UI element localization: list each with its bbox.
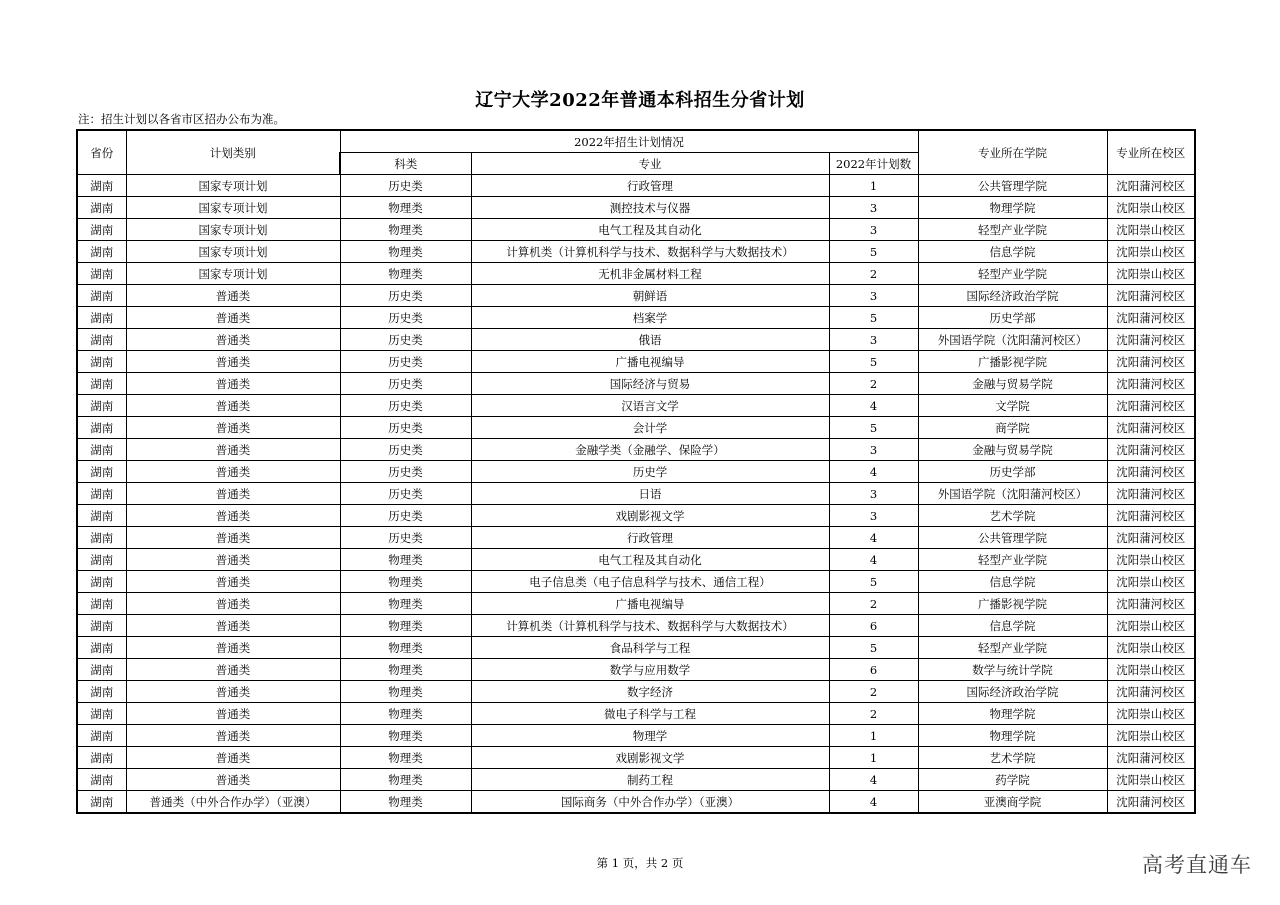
- cell-major: 计算机类（计算机科学与技术、数据科学与大数据技术）: [471, 241, 829, 263]
- cell-subject: 历史类: [340, 175, 471, 197]
- cell-plan-type: 普通类: [126, 285, 340, 307]
- cell-subject: 物理类: [340, 219, 471, 241]
- cell-count: 6: [829, 659, 918, 681]
- cell-subject: 物理类: [340, 549, 471, 571]
- cell-count: 3: [829, 505, 918, 527]
- cell-campus: 沈阳崇山校区: [1107, 263, 1195, 285]
- cell-plan-type: 普通类: [126, 373, 340, 395]
- cell-count: 1: [829, 747, 918, 769]
- cell-province: 湖南: [77, 593, 126, 615]
- cell-count: 4: [829, 395, 918, 417]
- header-plan-group: 2022年招生计划情况: [340, 130, 918, 153]
- cell-plan-type: 普通类: [126, 681, 340, 703]
- cell-province: 湖南: [77, 703, 126, 725]
- cell-college: 金融与贸易学院: [918, 373, 1107, 395]
- cell-college: 艺术学院: [918, 505, 1107, 527]
- cell-plan-type: 普通类: [126, 769, 340, 791]
- cell-subject: 物理类: [340, 615, 471, 637]
- cell-province: 湖南: [77, 197, 126, 219]
- cell-subject: 历史类: [340, 439, 471, 461]
- enrollment-plan-table: [76, 129, 1196, 814]
- cell-major: 会计学: [471, 417, 829, 439]
- cell-campus: 沈阳蒲河校区: [1107, 747, 1195, 769]
- cell-major: 行政管理: [471, 175, 829, 197]
- cell-campus: 沈阳崇山校区: [1107, 197, 1195, 219]
- cell-province: 湖南: [77, 461, 126, 483]
- cell-campus: 沈阳崇山校区: [1107, 241, 1195, 263]
- cell-province: 湖南: [77, 241, 126, 263]
- cell-major: 广播电视编导: [471, 593, 829, 615]
- cell-campus: 沈阳崇山校区: [1107, 659, 1195, 681]
- cell-count: 1: [829, 725, 918, 747]
- cell-count: 3: [829, 483, 918, 505]
- cell-count: 5: [829, 417, 918, 439]
- cell-subject: 历史类: [340, 505, 471, 527]
- table-row: [77, 263, 1195, 285]
- cell-subject: 历史类: [340, 373, 471, 395]
- cell-count: 2: [829, 593, 918, 615]
- cell-plan-type: 普通类: [126, 395, 340, 417]
- cell-major: 物理学: [471, 725, 829, 747]
- table-row: [77, 285, 1195, 307]
- cell-count: 1: [829, 175, 918, 197]
- cell-count: 5: [829, 241, 918, 263]
- cell-count: 2: [829, 703, 918, 725]
- cell-college: 广播影视学院: [918, 351, 1107, 373]
- cell-subject: 历史类: [340, 483, 471, 505]
- cell-college: 轻型产业学院: [918, 637, 1107, 659]
- header-plan-type: 计划类别: [126, 130, 340, 175]
- cell-major: 广播电视编导: [471, 351, 829, 373]
- cell-plan-type: 普通类: [126, 329, 340, 351]
- cell-count: 5: [829, 637, 918, 659]
- cell-college: 外国语学院（沈阳蒲河校区）: [918, 483, 1107, 505]
- cell-major: 计算机类（计算机科学与技术、数据科学与大数据技术）: [471, 615, 829, 637]
- cell-count: 2: [829, 373, 918, 395]
- table-row: [77, 505, 1195, 527]
- cell-province: 湖南: [77, 571, 126, 593]
- cell-plan-type: 国家专项计划: [126, 263, 340, 285]
- cell-count: 6: [829, 615, 918, 637]
- cell-province: 湖南: [77, 263, 126, 285]
- table-row: [77, 175, 1195, 197]
- cell-major: 国际商务（中外合作办学）（亚澳）: [471, 791, 829, 814]
- cell-province: 湖南: [77, 505, 126, 527]
- cell-subject: 历史类: [340, 351, 471, 373]
- cell-province: 湖南: [77, 483, 126, 505]
- table-row: [77, 703, 1195, 725]
- cell-campus: 沈阳崇山校区: [1107, 219, 1195, 241]
- cell-college: 信息学院: [918, 615, 1107, 637]
- cell-major: 汉语言文学: [471, 395, 829, 417]
- cell-subject: 物理类: [340, 769, 471, 791]
- cell-plan-type: 普通类: [126, 747, 340, 769]
- table-row: [77, 439, 1195, 461]
- document-note: 注：招生计划以各省市区招办公布为准。: [78, 112, 285, 126]
- cell-campus: 沈阳蒲河校区: [1107, 483, 1195, 505]
- cell-subject: 物理类: [340, 703, 471, 725]
- cell-plan-type: 国家专项计划: [126, 219, 340, 241]
- header-row-top: [77, 130, 1195, 153]
- watermark-text: 高考直通车: [1142, 853, 1252, 877]
- cell-province: 湖南: [77, 725, 126, 747]
- table-row: [77, 615, 1195, 637]
- cell-college: 轻型产业学院: [918, 219, 1107, 241]
- cell-major: 无机非金属材料工程: [471, 263, 829, 285]
- cell-count: 5: [829, 571, 918, 593]
- cell-campus: 沈阳崇山校区: [1107, 725, 1195, 747]
- cell-province: 湖南: [77, 747, 126, 769]
- cell-province: 湖南: [77, 439, 126, 461]
- cell-campus: 沈阳崇山校区: [1107, 571, 1195, 593]
- cell-subject: 物理类: [340, 637, 471, 659]
- cell-campus: 沈阳蒲河校区: [1107, 285, 1195, 307]
- cell-province: 湖南: [77, 549, 126, 571]
- cell-campus: 沈阳蒲河校区: [1107, 175, 1195, 197]
- cell-college: 文学院: [918, 395, 1107, 417]
- cell-plan-type: 普通类: [126, 571, 340, 593]
- table-row: [77, 747, 1195, 769]
- table-row: [77, 483, 1195, 505]
- cell-plan-type: 普通类: [126, 307, 340, 329]
- header-count: 2022年计划数: [829, 153, 918, 175]
- cell-count: 5: [829, 351, 918, 373]
- cell-subject: 物理类: [340, 791, 471, 814]
- cell-plan-type: 普通类: [126, 637, 340, 659]
- cell-campus: 沈阳崇山校区: [1107, 549, 1195, 571]
- cell-plan-type: 普通类: [126, 417, 340, 439]
- cell-count: 4: [829, 769, 918, 791]
- cell-campus: 沈阳蒲河校区: [1107, 373, 1195, 395]
- cell-province: 湖南: [77, 307, 126, 329]
- cell-campus: 沈阳崇山校区: [1107, 637, 1195, 659]
- cell-subject: 物理类: [340, 197, 471, 219]
- cell-province: 湖南: [77, 219, 126, 241]
- table-row: [77, 637, 1195, 659]
- cell-count: 4: [829, 527, 918, 549]
- table-row: [77, 197, 1195, 219]
- cell-major: 制药工程: [471, 769, 829, 791]
- cell-province: 湖南: [77, 681, 126, 703]
- cell-college: 国际经济政治学院: [918, 681, 1107, 703]
- cell-province: 湖南: [77, 285, 126, 307]
- cell-plan-type: 普通类: [126, 505, 340, 527]
- table-row: [77, 461, 1195, 483]
- cell-province: 湖南: [77, 351, 126, 373]
- cell-major: 行政管理: [471, 527, 829, 549]
- cell-campus: 沈阳蒲河校区: [1107, 395, 1195, 417]
- cell-plan-type: 普通类: [126, 351, 340, 373]
- cell-major: 档案学: [471, 307, 829, 329]
- header-campus: 专业所在校区: [1107, 130, 1195, 175]
- cell-campus: 沈阳蒲河校区: [1107, 307, 1195, 329]
- header-province: 省份: [77, 130, 126, 175]
- cell-campus: 沈阳崇山校区: [1107, 769, 1195, 791]
- cell-major: 微电子科学与工程: [471, 703, 829, 725]
- cell-subject: 历史类: [340, 329, 471, 351]
- cell-subject: 物理类: [340, 659, 471, 681]
- cell-plan-type: 普通类: [126, 527, 340, 549]
- page-footer: 第 1 页，共 2 页: [596, 856, 684, 870]
- cell-count: 2: [829, 263, 918, 285]
- table-row: [77, 219, 1195, 241]
- cell-campus: 沈阳蒲河校区: [1107, 461, 1195, 483]
- cell-plan-type: 普通类: [126, 549, 340, 571]
- cell-college: 公共管理学院: [918, 527, 1107, 549]
- cell-college: 商学院: [918, 417, 1107, 439]
- header-subject: 科类: [340, 153, 471, 175]
- cell-college: 信息学院: [918, 571, 1107, 593]
- cell-campus: 沈阳蒲河校区: [1107, 505, 1195, 527]
- cell-province: 湖南: [77, 175, 126, 197]
- cell-college: 广播影视学院: [918, 593, 1107, 615]
- cell-subject: 物理类: [340, 263, 471, 285]
- cell-subject: 物理类: [340, 747, 471, 769]
- cell-province: 湖南: [77, 659, 126, 681]
- cell-college: 轻型产业学院: [918, 263, 1107, 285]
- cell-province: 湖南: [77, 417, 126, 439]
- cell-province: 湖南: [77, 373, 126, 395]
- cell-subject: 历史类: [340, 395, 471, 417]
- cell-college: 艺术学院: [918, 747, 1107, 769]
- cell-major: 数学与应用数学: [471, 659, 829, 681]
- table-row: [77, 307, 1195, 329]
- cell-campus: 沈阳崇山校区: [1107, 615, 1195, 637]
- cell-major: 戏剧影视文学: [471, 747, 829, 769]
- cell-count: 2: [829, 681, 918, 703]
- cell-campus: 沈阳蒲河校区: [1107, 439, 1195, 461]
- document-title: 辽宁大学2022年普通本科招生分省计划: [475, 90, 805, 111]
- cell-major: 历史学: [471, 461, 829, 483]
- cell-college: 物理学院: [918, 197, 1107, 219]
- cell-college: 药学院: [918, 769, 1107, 791]
- cell-count: 3: [829, 197, 918, 219]
- cell-subject: 历史类: [340, 307, 471, 329]
- header-major: 专业: [471, 153, 829, 175]
- cell-campus: 沈阳蒲河校区: [1107, 329, 1195, 351]
- cell-college: 轻型产业学院: [918, 549, 1107, 571]
- table-row: [77, 241, 1195, 263]
- header-college: 专业所在学院: [918, 130, 1107, 175]
- cell-province: 湖南: [77, 329, 126, 351]
- table-row: [77, 571, 1195, 593]
- cell-count: 4: [829, 791, 918, 814]
- table-row: [77, 395, 1195, 417]
- cell-major: 金融学类（金融学、保险学）: [471, 439, 829, 461]
- cell-count: 3: [829, 219, 918, 241]
- cell-campus: 沈阳蒲河校区: [1107, 791, 1195, 814]
- cell-plan-type: 普通类: [126, 703, 340, 725]
- cell-subject: 物理类: [340, 681, 471, 703]
- cell-province: 湖南: [77, 395, 126, 417]
- cell-major: 食品科学与工程: [471, 637, 829, 659]
- cell-college: 亚澳商学院: [918, 791, 1107, 814]
- table-body: [77, 175, 1195, 814]
- cell-college: 物理学院: [918, 725, 1107, 747]
- table-row: [77, 329, 1195, 351]
- cell-plan-type: 普通类: [126, 615, 340, 637]
- cell-major: 俄语: [471, 329, 829, 351]
- cell-campus: 沈阳蒲河校区: [1107, 681, 1195, 703]
- cell-plan-type: 普通类: [126, 483, 340, 505]
- cell-subject: 物理类: [340, 593, 471, 615]
- cell-plan-type: 普通类: [126, 725, 340, 747]
- cell-subject: 历史类: [340, 285, 471, 307]
- table-row: [77, 549, 1195, 571]
- table-row: [77, 527, 1195, 549]
- cell-college: 国际经济政治学院: [918, 285, 1107, 307]
- cell-province: 湖南: [77, 637, 126, 659]
- cell-college: 公共管理学院: [918, 175, 1107, 197]
- cell-plan-type: 国家专项计划: [126, 241, 340, 263]
- cell-college: 物理学院: [918, 703, 1107, 725]
- cell-campus: 沈阳蒲河校区: [1107, 417, 1195, 439]
- cell-college: 信息学院: [918, 241, 1107, 263]
- cell-campus: 沈阳蒲河校区: [1107, 351, 1195, 373]
- cell-subject: 历史类: [340, 461, 471, 483]
- cell-plan-type: 国家专项计划: [126, 175, 340, 197]
- table-row: [77, 593, 1195, 615]
- cell-province: 湖南: [77, 615, 126, 637]
- table-row: [77, 681, 1195, 703]
- cell-campus: 沈阳崇山校区: [1107, 703, 1195, 725]
- cell-count: 3: [829, 329, 918, 351]
- cell-major: 数字经济: [471, 681, 829, 703]
- cell-major: 测控技术与仪器: [471, 197, 829, 219]
- cell-campus: 沈阳蒲河校区: [1107, 593, 1195, 615]
- cell-subject: 物理类: [340, 241, 471, 263]
- cell-plan-type: 普通类: [126, 659, 340, 681]
- cell-subject: 历史类: [340, 417, 471, 439]
- table-row: [77, 791, 1195, 814]
- table-row: [77, 725, 1195, 747]
- table-row: [77, 769, 1195, 791]
- cell-province: 湖南: [77, 791, 126, 814]
- cell-college: 历史学部: [918, 461, 1107, 483]
- cell-count: 5: [829, 307, 918, 329]
- cell-count: 4: [829, 461, 918, 483]
- cell-province: 湖南: [77, 527, 126, 549]
- cell-major: 戏剧影视文学: [471, 505, 829, 527]
- cell-major: 电气工程及其自动化: [471, 549, 829, 571]
- cell-subject: 物理类: [340, 571, 471, 593]
- cell-major: 电子信息类（电子信息科学与技术、通信工程）: [471, 571, 829, 593]
- cell-subject: 物理类: [340, 725, 471, 747]
- cell-count: 4: [829, 549, 918, 571]
- cell-province: 湖南: [77, 769, 126, 791]
- cell-plan-type: 普通类: [126, 461, 340, 483]
- cell-count: 3: [829, 439, 918, 461]
- cell-plan-type: 普通类: [126, 439, 340, 461]
- cell-plan-type: 普通类（中外合作办学）（亚澳）: [126, 791, 340, 814]
- table-row: [77, 659, 1195, 681]
- cell-major: 国际经济与贸易: [471, 373, 829, 395]
- table-row: [77, 351, 1195, 373]
- cell-major: 日语: [471, 483, 829, 505]
- cell-major: 电气工程及其自动化: [471, 219, 829, 241]
- cell-college: 外国语学院（沈阳蒲河校区）: [918, 329, 1107, 351]
- cell-campus: 沈阳蒲河校区: [1107, 527, 1195, 549]
- table-row: [77, 373, 1195, 395]
- cell-count: 3: [829, 285, 918, 307]
- cell-college: 金融与贸易学院: [918, 439, 1107, 461]
- cell-subject: 历史类: [340, 527, 471, 549]
- cell-plan-type: 国家专项计划: [126, 197, 340, 219]
- cell-college: 数学与统计学院: [918, 659, 1107, 681]
- cell-college: 历史学部: [918, 307, 1107, 329]
- cell-plan-type: 普通类: [126, 593, 340, 615]
- table-row: [77, 417, 1195, 439]
- cell-major: 朝鲜语: [471, 285, 829, 307]
